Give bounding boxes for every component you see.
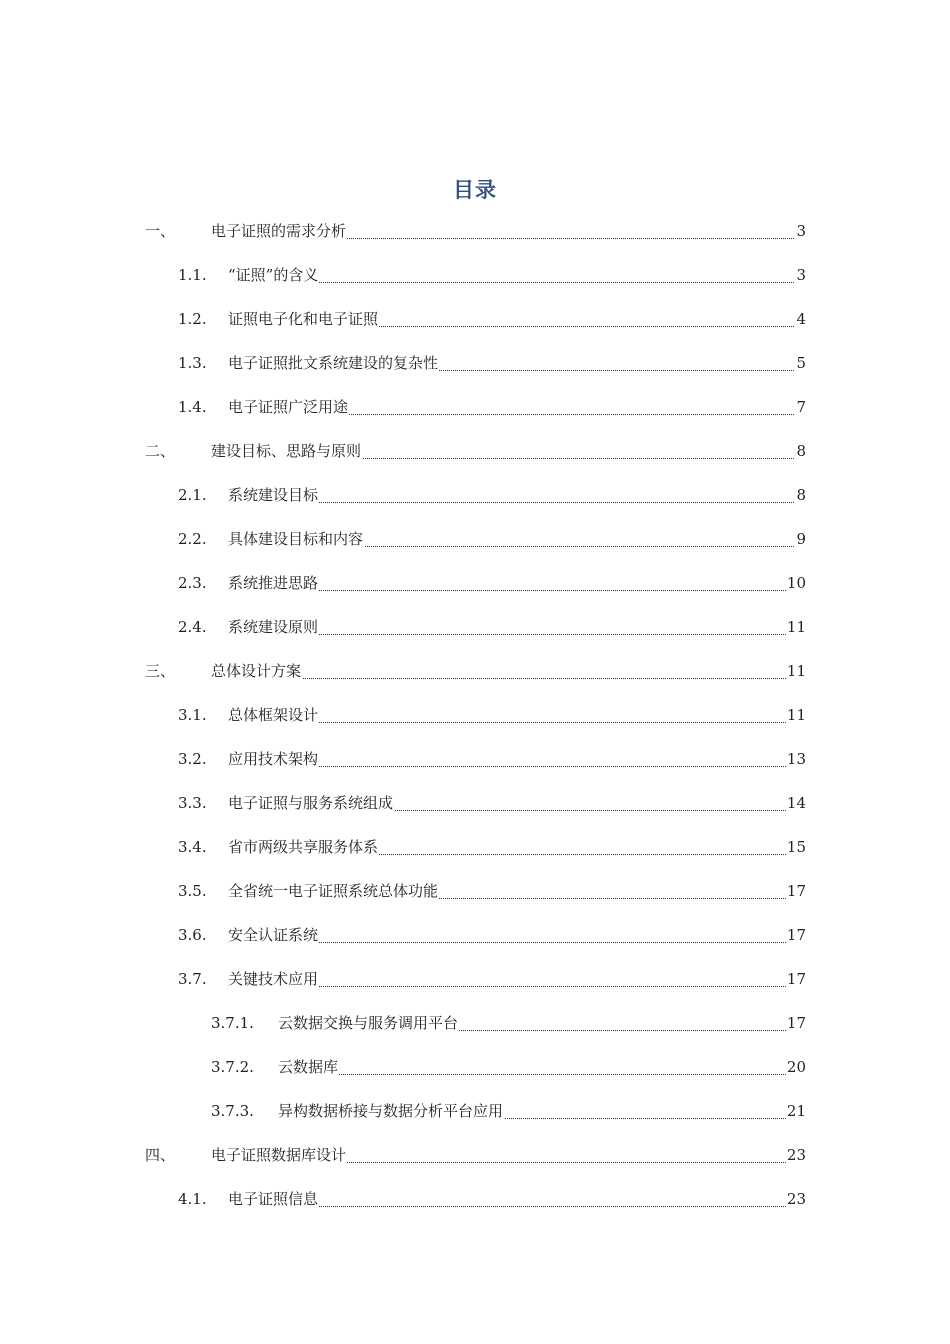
toc-entry-number: 3.2. <box>178 750 207 768</box>
toc-entry[interactable] <box>0 925 806 947</box>
toc-entry-text: 总体框架设计 <box>228 706 319 724</box>
toc-entry-number: 3.4. <box>178 838 207 856</box>
toc-entry[interactable] <box>0 309 806 331</box>
toc-entry-number: 3.7.1. <box>211 1014 254 1032</box>
toc-entry-number: 3.7.2. <box>211 1058 254 1076</box>
toc-entry-page: 11 <box>786 618 806 636</box>
toc-entry-text: 证照电子化和电子证照 <box>228 310 379 328</box>
toc-entry-page: 4 <box>796 310 806 328</box>
toc-entry-number: 二、 <box>145 442 176 460</box>
toc-entry-page: 13 <box>786 750 806 768</box>
toc-entry-number: 1.4. <box>178 398 207 416</box>
toc-entry[interactable] <box>0 265 806 287</box>
toc-entry-page: 3 <box>796 222 806 240</box>
toc-entry-number: 1.3. <box>178 354 207 372</box>
toc-entry[interactable] <box>0 705 806 727</box>
toc-entry[interactable] <box>0 617 806 639</box>
toc-entry-page: 11 <box>786 662 806 680</box>
toc-entry[interactable] <box>0 1013 806 1035</box>
toc-entry-text: 电子证照广泛用途 <box>228 398 349 416</box>
toc-entry-number: 3.3. <box>178 794 207 812</box>
toc-entry-page: 23 <box>786 1146 806 1164</box>
toc-entry-page: 17 <box>786 882 806 900</box>
toc-entry-page: 20 <box>786 1058 806 1076</box>
toc-entry-text: 系统推进思路 <box>228 574 319 592</box>
toc-entry-text: 省市两级共享服务体系 <box>228 838 379 856</box>
toc-entry-text: 系统建设原则 <box>228 618 319 636</box>
toc-entry-number: 3.7. <box>178 970 207 988</box>
toc-entry[interactable] <box>0 881 806 903</box>
toc-entry-page: 3 <box>796 266 806 284</box>
toc-entry-number: 四、 <box>145 1146 176 1164</box>
toc-entry[interactable] <box>0 529 806 551</box>
toc-entry-text: 具体建设目标和内容 <box>228 530 364 548</box>
toc-entry-page: 17 <box>786 926 806 944</box>
toc-entry-number: 3.6. <box>178 926 207 944</box>
toc-entry-page: 8 <box>796 486 806 504</box>
toc-entry-page: 5 <box>796 354 806 372</box>
toc-entry-number: 1.2. <box>178 310 207 328</box>
toc-entry-number: 4.1. <box>178 1190 207 1208</box>
toc-entry-number: 三、 <box>145 662 176 680</box>
toc-entry-text: 关键技术应用 <box>228 970 319 988</box>
toc-entry[interactable] <box>0 441 806 463</box>
toc-title: 目录 <box>453 178 497 202</box>
toc-entry-text: 电子证照与服务系统组成 <box>228 794 394 812</box>
toc-entry-text: 建设目标、思路与原则 <box>211 442 362 460</box>
toc-entry[interactable] <box>0 1145 806 1167</box>
toc-entry-number: 2.2. <box>178 530 207 548</box>
toc-entry[interactable] <box>0 749 806 771</box>
toc-entry[interactable] <box>0 837 806 859</box>
toc-entry-text: 系统建设目标 <box>228 486 319 504</box>
toc-entry-page: 9 <box>796 530 806 548</box>
toc-entry-page: 7 <box>796 398 806 416</box>
toc-dot-leader <box>278 1057 806 1075</box>
toc-entry-page: 21 <box>786 1102 806 1120</box>
toc-entry-text: 电子证照数据库设计 <box>211 1146 347 1164</box>
toc-entry-page: 11 <box>786 706 806 724</box>
toc-entry-text: 电子证照批文系统建设的复杂性 <box>228 354 439 372</box>
toc-entry[interactable] <box>0 661 806 683</box>
toc-entry[interactable] <box>0 485 806 507</box>
toc-entry-page: 17 <box>786 1014 806 1032</box>
toc-entry-text: 应用技术架构 <box>228 750 319 768</box>
toc-entry-number: 2.4. <box>178 618 207 636</box>
toc-entry[interactable] <box>0 353 806 375</box>
toc-entry-page: 8 <box>796 442 806 460</box>
toc-entry-text: “证照”的含义 <box>228 266 319 284</box>
toc-entry-page: 23 <box>786 1190 806 1208</box>
toc-entry-number: 3.7.3. <box>211 1102 254 1120</box>
toc-entry-page: 15 <box>786 838 806 856</box>
toc-entry-text: 全省统一电子证照系统总体功能 <box>228 882 439 900</box>
toc-entry[interactable] <box>0 573 806 595</box>
toc-entry-number: 一、 <box>145 222 176 240</box>
toc-entry[interactable] <box>0 1189 806 1211</box>
toc-entry-text: 云数据库 <box>278 1058 339 1076</box>
toc-entry-text: 电子证照信息 <box>228 1190 319 1208</box>
toc-entry-text: 安全认证系统 <box>228 926 319 944</box>
toc-entry-number: 3.1. <box>178 706 207 724</box>
toc-entry-number: 3.5. <box>178 882 207 900</box>
toc-entry-page: 10 <box>786 574 806 592</box>
toc-entry-number: 2.1. <box>178 486 207 504</box>
toc-entry[interactable] <box>0 221 806 243</box>
toc-entry-text: 总体设计方案 <box>211 662 302 680</box>
toc-entry[interactable] <box>0 1101 806 1123</box>
toc-entry[interactable] <box>0 969 806 991</box>
toc-entry-number: 1.1. <box>178 266 207 284</box>
toc-entry[interactable] <box>0 397 806 419</box>
toc-entry-number: 2.3. <box>178 574 207 592</box>
toc-entry-text: 异构数据桥接与数据分析平台应用 <box>278 1102 504 1120</box>
toc-entry-text: 电子证照的需求分析 <box>211 222 347 240</box>
toc-entry[interactable] <box>0 793 806 815</box>
toc-entry-page: 17 <box>786 970 806 988</box>
toc-entry-text: 云数据交换与服务调用平台 <box>278 1014 459 1032</box>
toc-entry-page: 14 <box>786 794 806 812</box>
toc-entry[interactable] <box>0 1057 806 1079</box>
